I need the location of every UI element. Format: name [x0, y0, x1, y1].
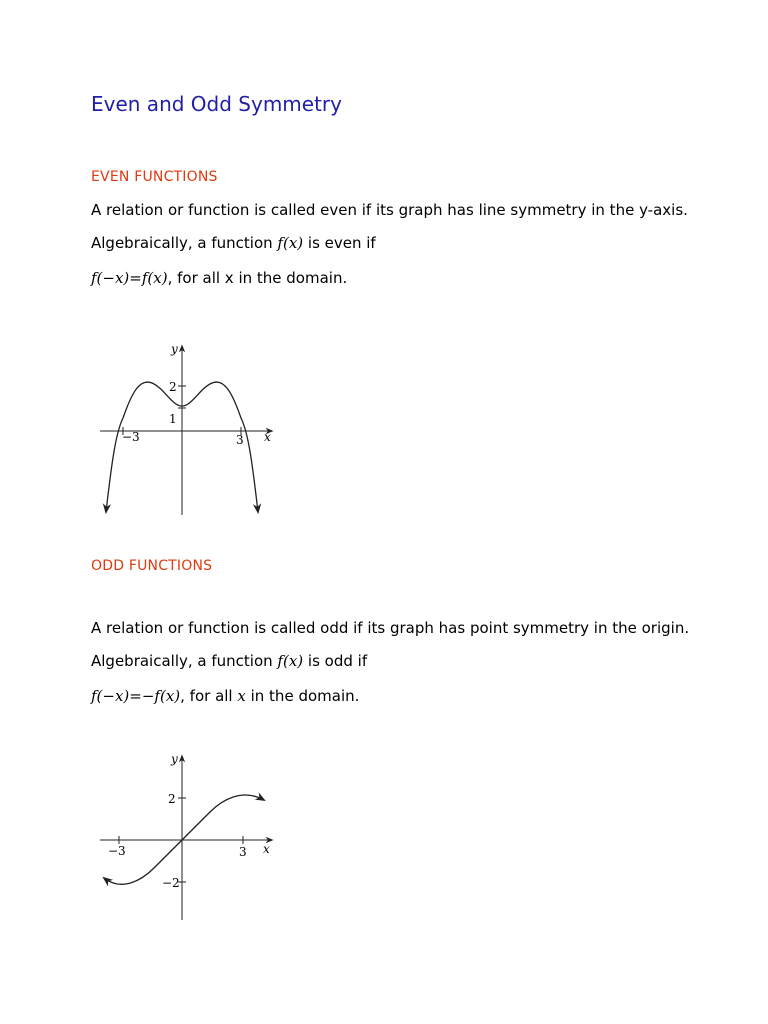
odd-tick-label-x3: 3 — [239, 845, 247, 859]
odd-condition-math: f(−x)=−f(x) — [91, 687, 181, 705]
odd-tick-label-y2: 2 — [168, 792, 176, 806]
odd-functions-heading: ODD FUNCTIONS — [91, 558, 213, 574]
even-algebraic-suffix: is even if — [303, 234, 376, 252]
even-tick-label-y1: 1 — [169, 412, 177, 426]
odd-algebraic-prefix: Algebraically, a function — [91, 652, 278, 670]
even-tick-label-x3: 3 — [236, 433, 244, 447]
odd-definition-text: A relation or function is called odd if its graph has point symmetry in the origin. — [91, 619, 690, 637]
even-tick-label-xneg3: −3 — [122, 430, 140, 444]
even-functions-heading: EVEN FUNCTIONS — [91, 169, 218, 185]
odd-function-graph — [92, 750, 292, 925]
even-tick-label-y2: 2 — [169, 380, 177, 394]
odd-condition-line — [91, 687, 359, 705]
page-title: Even and Odd Symmetry — [91, 92, 342, 116]
even-y-axis-label: y — [171, 342, 178, 356]
even-fx-math: f(x) — [277, 234, 304, 252]
even-algebraic-line — [91, 234, 376, 252]
even-function-graph — [92, 340, 292, 525]
odd-tick-label-yneg2: −2 — [162, 876, 180, 890]
odd-tick-label-xneg3: −3 — [108, 844, 126, 858]
odd-x-axis-label: x — [263, 842, 270, 856]
odd-condition-mid: , for all — [180, 687, 238, 705]
even-condition-line — [91, 269, 347, 287]
even-x-axis-label: x — [264, 430, 271, 444]
odd-algebraic-suffix: is odd if — [303, 652, 368, 670]
even-algebraic-prefix: Algebraically, a function — [91, 234, 278, 252]
even-definition-text: A relation or function is called even if its graph has line symmetry in the y-axis. — [91, 201, 688, 219]
odd-fx-math: f(x) — [277, 652, 304, 670]
odd-condition-var: x — [237, 687, 246, 705]
odd-condition-suffix: in the domain. — [245, 687, 360, 705]
odd-y-axis-label: y — [171, 752, 178, 766]
even-condition-suffix: , for all x in the domain. — [167, 269, 348, 287]
even-condition-math: f(−x)=f(x) — [91, 269, 168, 287]
odd-algebraic-line — [91, 652, 367, 670]
